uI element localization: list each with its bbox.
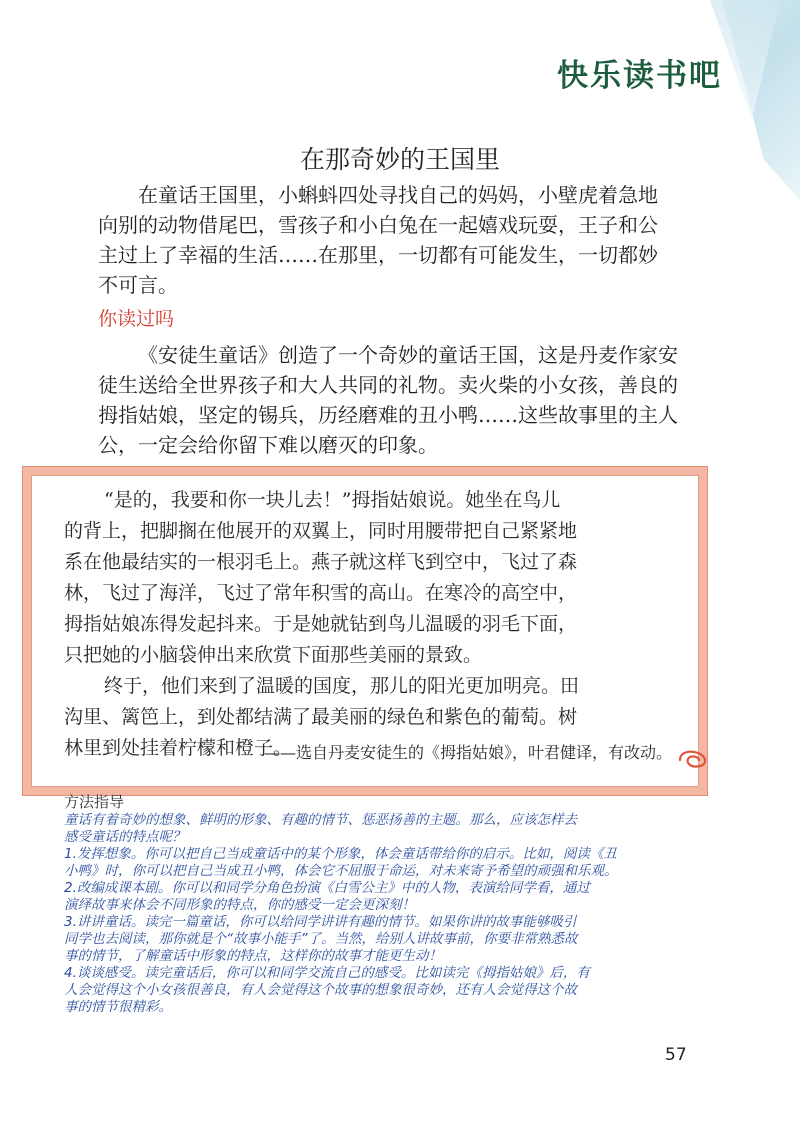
method-line: 3.讲讲童话。读完一篇童话，你可以给同学讲讲有趣的情节。如果你讲的故事能够吸引 — [64, 914, 577, 930]
section-heading: 你读过吗 — [98, 308, 175, 330]
method-heading: 方法指导 — [64, 793, 125, 811]
intro-line: 在童话王国里，小蝌蚪四处寻找自己的妈妈，小壁虎着急地 — [138, 183, 658, 207]
section-line: 公，一定会给你留下难以磨灭的印象。 — [98, 433, 438, 457]
method-line: 演绎故事来体会不同形象的特点，你的感受一定会更深刻！ — [64, 897, 415, 913]
excerpt-line: 拇指姑娘冻得发起抖来。于是她就钻到鸟儿温暖的羽毛下面， — [64, 613, 578, 635]
page-title: 在那奇妙的王国里 — [299, 145, 500, 174]
intro-line: 主过上了幸福的生活……在那里，一切都有可能发生，一切都妙 — [98, 243, 658, 267]
section-line: 拇指姑娘，坚定的锡兵，历经磨难的丑小鸭……这些故事里的主人 — [98, 403, 678, 427]
excerpt-line: 林里到处挂着柠檬和橙子。 — [64, 737, 293, 759]
method-line: 人会觉得这个小女孩很善良，有人会觉得这个故事的想象很奇妙，还有人会觉得这个故 — [64, 982, 577, 998]
excerpt-line: 系在他最结实的一根羽毛上。燕子就这样飞到空中，飞过了森 — [64, 551, 578, 573]
intro-line: 不可言。 — [98, 273, 178, 297]
excerpt-line: “是的，我要和你一块儿去！”拇指姑娘说。她坐在鸟儿 — [104, 489, 561, 511]
excerpt-source: ——选自丹麦安徒生的《拇指姑娘》，叶君健译，有改动。 — [263, 743, 672, 762]
excerpt-line: 只把她的小脑袋伸出来欣赏下面那些美丽的景致。 — [64, 644, 483, 666]
excerpt-line: 沟里、篱笆上，到处都结满了最美丽的绿色和紫色的葡萄。树 — [64, 706, 578, 728]
header-title: 快乐读书吧 — [557, 58, 722, 94]
page-number: 57 — [665, 1045, 687, 1065]
method-line: 2.改编成课本剧。你可以和同学分角色扮演《白雪公主》中的人物，表演给同学看，通过 — [64, 880, 590, 896]
section-line: 《安徒生童话》创造了一个奇妙的童话王国，这是丹麦作家安 — [138, 343, 678, 367]
section-paragraph — [98, 340, 698, 460]
excerpt-line: 终于，他们来到了温暖的国度，那儿的阳光更加明亮。田 — [104, 675, 580, 697]
method-line: 事的情节，了解童话中形象的特点，这样你的故事才能更生动！ — [64, 948, 442, 964]
section-line: 徒生送给全世界孩子和大人共同的礼物。卖火柴的小女孩，善良的 — [98, 373, 678, 397]
paperclip-icon — [676, 746, 712, 770]
method-line: 小鸭》时，你可以把自己当成丑小鸭，体会它不屈服于命运，对未来寄予希望的顽强和乐观。 — [64, 863, 618, 879]
method-line: 4.谈谈感受。读完童话后，你可以和同学交流自己的感受。比如读完《拇指姑娘》后，有 — [64, 965, 590, 981]
method-line: 同学也去阅读，那你就是个“故事小能手”了。当然，给别人讲故事前，你要非常熟悉故 — [64, 931, 578, 947]
method-line: 感受童话的特点呢？ — [64, 829, 186, 845]
method-line: 1.发挥想象。你可以把自己当成童话中的某个形象，体会童话带给你的启示。比如，阅读《丑 — [64, 846, 617, 862]
excerpt-paragraph-1 — [64, 485, 664, 764]
method-line: 事的情节很精彩。 — [64, 999, 172, 1015]
intro-paragraph — [98, 180, 698, 300]
excerpt-line: 的背上，把脚搁在他展开的双翼上，同时用腰带把自己紧紧地 — [64, 520, 578, 542]
excerpt-line: 林，飞过了海洋，飞过了常年积雪的高山。在寒冷的高空中， — [64, 582, 578, 604]
method-line: 童话有着奇妙的想象、鲜明的形象、有趣的情节、惩恶扬善的主题。那么，应该怎样去 — [64, 812, 577, 828]
intro-line: 向别的动物借尾巴，雪孩子和小白兔在一起嬉戏玩耍，王子和公 — [98, 213, 658, 237]
method-text — [64, 812, 700, 1016]
